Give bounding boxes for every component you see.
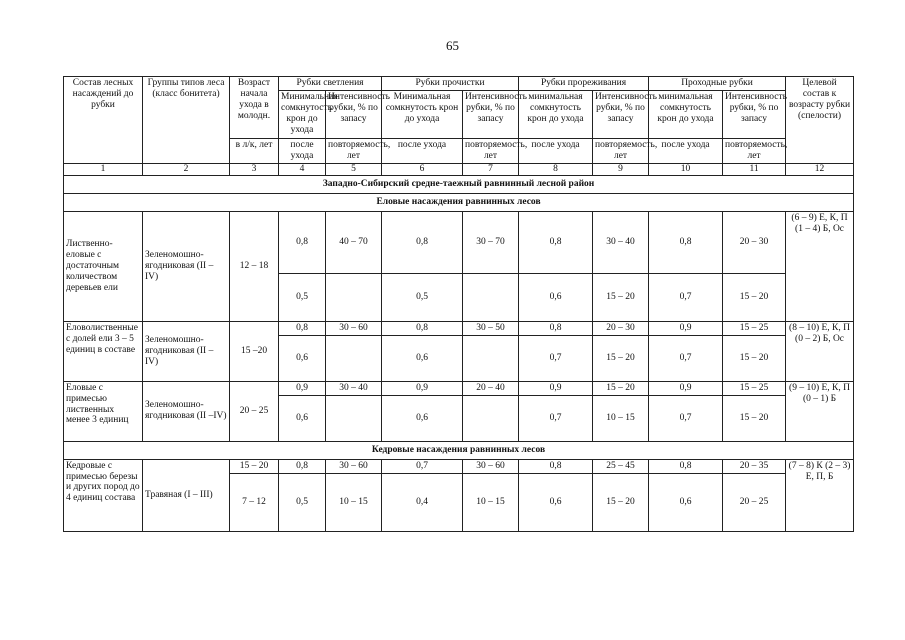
table-row	[64, 211, 854, 273]
value-cell: 0,6	[279, 335, 326, 381]
value-cell: 30 – 50	[463, 321, 519, 335]
value-cell: 0,8	[519, 321, 593, 335]
table-row	[64, 321, 854, 335]
value-cell	[463, 395, 519, 441]
age-cell: 15 – 20	[230, 459, 279, 473]
header-min-density: Минимальная сомкнутость крон до ухода	[279, 90, 326, 138]
value-cell: 0,9	[649, 381, 723, 395]
value-cell: 15 – 25	[723, 321, 786, 335]
age-cell: 7 – 12	[230, 473, 279, 531]
header-repeat: повторяемость, лет	[326, 138, 382, 163]
value-cell: 0,8	[279, 459, 326, 473]
value-cell: 20 – 35	[723, 459, 786, 473]
value-cell: 0,5	[382, 273, 463, 321]
table-row	[64, 381, 854, 395]
composition-cell: Лиственно-еловые с достаточным количеством деревьев ели	[64, 211, 143, 321]
value-cell: 0,5	[279, 473, 326, 531]
section-title-spruce: Еловые насаждения равнинных лесов	[64, 193, 854, 211]
value-cell: 15 – 20	[593, 473, 649, 531]
column-number: 8	[519, 163, 593, 175]
value-cell: 0,9	[649, 321, 723, 335]
region-title: Западно-Сибирский средне-таежный равнинный лесной район	[64, 175, 854, 193]
value-cell	[463, 273, 519, 321]
value-cell: 10 – 15	[463, 473, 519, 531]
header-intensity: Интенсивность рубки, % по запасу	[463, 90, 519, 138]
value-cell	[326, 335, 382, 381]
header-intensity: Интенсивность рубки, % по запасу	[593, 90, 649, 138]
composition-cell: Кедровые с примесью березы и других пород до 4 единиц состава	[64, 459, 143, 531]
header-after-care: после ухода	[649, 138, 723, 163]
value-cell: 0,8	[279, 211, 326, 273]
value-cell: 0,6	[519, 473, 593, 531]
column-number: 7	[463, 163, 519, 175]
header-intensity: Интенсивность рубки, % по запасу	[326, 90, 382, 138]
forest-type-cell: Зеленомошно-ягодниковая (II – IV)	[143, 211, 230, 321]
header-age-unit: в л/к, лет	[230, 138, 279, 163]
value-cell: 15 – 20	[593, 273, 649, 321]
column-number: 12	[786, 163, 854, 175]
header-min-density: минимальная сомкнутость крон до ухода	[649, 90, 723, 138]
column-number: 6	[382, 163, 463, 175]
target-cell: (7 – 8) К (2 – 3) Е, П, Б	[786, 459, 854, 531]
value-cell: 30 – 40	[326, 381, 382, 395]
value-cell: 15 – 20	[723, 395, 786, 441]
value-cell: 15 – 20	[723, 335, 786, 381]
value-cell: 0,7	[382, 459, 463, 473]
value-cell: 0,9	[382, 381, 463, 395]
value-cell: 0,6	[649, 473, 723, 531]
column-number: 4	[279, 163, 326, 175]
column-number: 10	[649, 163, 723, 175]
column-numbers-row	[64, 163, 854, 175]
value-cell: 0,6	[279, 395, 326, 441]
value-cell: 0,7	[519, 335, 593, 381]
value-cell: 15 – 20	[723, 273, 786, 321]
header-intensity: Интенсивность рубки, % по запасу	[723, 90, 786, 138]
header-repeat: повторяемость, лет	[723, 138, 786, 163]
column-number: 11	[723, 163, 786, 175]
value-cell: 20 – 40	[463, 381, 519, 395]
value-cell: 10 – 15	[593, 395, 649, 441]
column-number: 3	[230, 163, 279, 175]
value-cell: 15 – 20	[593, 335, 649, 381]
value-cell: 25 – 45	[593, 459, 649, 473]
forest-type-cell: Зеленомошно-ягодниковая (II – IV)	[143, 321, 230, 381]
header-row-groups	[64, 77, 854, 91]
value-cell: 0,8	[519, 459, 593, 473]
value-cell: 30 – 70	[463, 211, 519, 273]
header-group-svetleniya: Рубки светления	[279, 77, 382, 91]
value-cell: 0,8	[649, 211, 723, 273]
target-cell: (8 – 10) Е, К, П (0 – 2) Б, Ос	[786, 321, 854, 381]
header-target: Целевой состав к возрасту рубки (спелости)	[786, 77, 854, 164]
value-cell: 0,7	[519, 395, 593, 441]
composition-cell: Еловолиственные с долей ели 3 – 5 единиц в составе	[64, 321, 143, 381]
value-cell: 30 – 60	[326, 459, 382, 473]
value-cell: 0,8	[649, 459, 723, 473]
value-cell: 0,7	[649, 335, 723, 381]
column-number: 1	[64, 163, 143, 175]
value-cell: 0,8	[279, 321, 326, 335]
section-title-cedar: Кедровые насаждения равнинных лесов	[64, 441, 854, 459]
composition-cell: Еловые с примесью лиственных менее 3 единиц	[64, 381, 143, 441]
page-number: 65	[446, 38, 459, 53]
column-number: 9	[593, 163, 649, 175]
age-cell: 12 – 18	[230, 211, 279, 321]
target-cell: (9 – 10) Е, К, П (0 – 1) Б	[786, 381, 854, 441]
value-cell: 0,6	[519, 273, 593, 321]
value-cell: 20 – 25	[723, 473, 786, 531]
header-repeat: повторяемость, лет	[463, 138, 519, 163]
header-after-care: после ухода	[279, 138, 326, 163]
header-min-density: Минимальная сомкнутость крон до ухода	[382, 90, 463, 138]
header-repeat: повторяемость, лет	[593, 138, 649, 163]
value-cell: 0,8	[382, 211, 463, 273]
value-cell: 30 – 40	[593, 211, 649, 273]
value-cell: 10 – 15	[326, 473, 382, 531]
silviculture-table	[63, 76, 854, 532]
value-cell	[326, 273, 382, 321]
header-composition: Состав лесных насаждений до рубки	[64, 77, 143, 164]
column-number: 2	[143, 163, 230, 175]
header-age: Возраст начала ухода в молодн.	[230, 77, 279, 139]
value-cell: 0,7	[649, 273, 723, 321]
value-cell	[326, 395, 382, 441]
header-group-prokhodnye: Проходные рубки	[649, 77, 786, 91]
age-cell: 15 –20	[230, 321, 279, 381]
target-cell: (6 – 9) Е, К, П (1 – 4) Б, Ос	[786, 211, 854, 321]
forest-type-cell: Травяная (I – III)	[143, 459, 230, 531]
value-cell: 20 – 30	[723, 211, 786, 273]
value-cell: 0,7	[649, 395, 723, 441]
value-cell: 15 – 20	[593, 381, 649, 395]
value-cell: 20 – 30	[593, 321, 649, 335]
header-after-care: после ухода	[382, 138, 463, 163]
section-row	[64, 193, 854, 211]
column-number: 5	[326, 163, 382, 175]
header-min-density: минимальная сомкнутость крон до ухода	[519, 90, 593, 138]
forest-type-cell: Зеленомошно-ягодниковая (II –IV)	[143, 381, 230, 441]
value-cell: 0,8	[382, 321, 463, 335]
value-cell: 40 – 70	[326, 211, 382, 273]
value-cell: 0,8	[519, 211, 593, 273]
value-cell	[463, 335, 519, 381]
header-group-prorezhivaniya: Рубки прореживания	[519, 77, 649, 91]
header-group-prochistki: Рубки прочистки	[382, 77, 519, 91]
value-cell: 30 – 60	[326, 321, 382, 335]
value-cell: 0,6	[382, 335, 463, 381]
header-after-care: после ухода	[519, 138, 593, 163]
region-row	[64, 175, 854, 193]
section-row	[64, 441, 854, 459]
header-forest-type: Группы типов леса (класс бонитета)	[143, 77, 230, 164]
value-cell: 0,9	[279, 381, 326, 395]
value-cell: 0,5	[279, 273, 326, 321]
value-cell: 0,6	[382, 395, 463, 441]
value-cell: 30 – 60	[463, 459, 519, 473]
value-cell: 0,4	[382, 473, 463, 531]
table-row	[64, 459, 854, 473]
value-cell: 0,9	[519, 381, 593, 395]
value-cell: 15 – 25	[723, 381, 786, 395]
age-cell: 20 – 25	[230, 381, 279, 441]
